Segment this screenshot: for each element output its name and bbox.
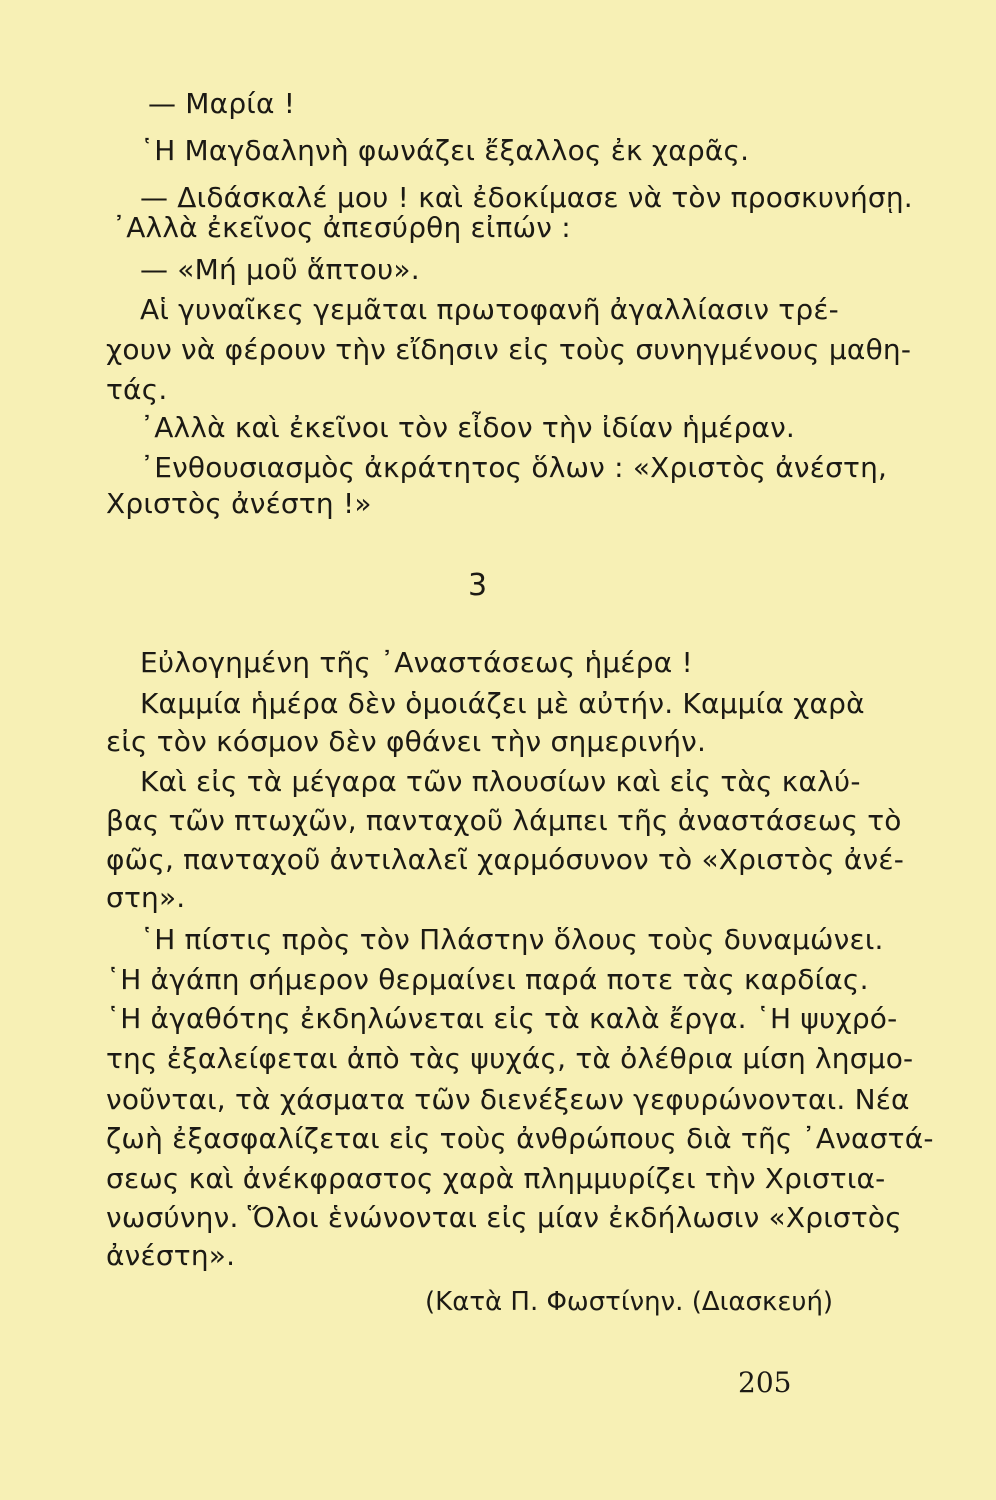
text-line-20: ῾Η ἀγάπη σήμερον θερμαίνει παρά ποτε τὰς καρδίας.: [106, 963, 869, 996]
text-line-13: Καμμία ἡμέρα δὲν ὁμοιάζει μὲ αὐτήν. Καμμία χαρὰ: [140, 687, 865, 720]
section-number: 3: [468, 568, 488, 603]
text-line-10: ᾿Ενθουσιασμὸς ἀκράτητος ὅλων : «Χριστὸς ἀνέστη,: [140, 451, 888, 484]
text-line-6: Αἱ γυναῖκες γεμᾶται πρωτοφανῆ ἀγαλλίασιν τρέ-: [140, 293, 839, 326]
text-line-22: της ἐξαλείφεται ἀπὸ τὰς ψυχάς, τὰ ὀλέθρια μίση λησμο-: [106, 1042, 914, 1075]
text-line-19: ῾Η πίστις πρὸς τὸν Πλάστην ὅλους τοὺς δυναμώνει.: [140, 923, 884, 956]
text-line-18: στη».: [106, 881, 186, 914]
attribution: (Κατὰ Π. Φωστίνην. (Διασκευή): [425, 1287, 834, 1317]
text-line-8: τάς.: [106, 373, 168, 406]
text-line-9: ᾿Αλλὰ καὶ ἐκεῖνοι τὸν εἶδον τὴν ἰδίαν ἡμέραν.: [140, 411, 796, 444]
text-line-2: ῾Η Μαγδαληνὴ φωνάζει ἔξαλλος ἐκ χαρᾶς.: [140, 134, 750, 167]
text-line-24: ζωὴ ἐξασφαλίζεται εἰς τοὺς ἀνθρώπους διὰ τῆς ᾿Αναστά-: [106, 1122, 934, 1155]
text-line-3: — Διδάσκαλέ μου ! καὶ ἐδοκίμασε νὰ τὸν προσκυνήσῃ.: [140, 181, 913, 214]
text-line-5: — «Μή μοῦ ἅπτου».: [140, 253, 420, 286]
text-line-23: νοῦνται, τὰ χάσματα τῶν διενέξεων γεφυρώνονται. Νέα: [106, 1083, 910, 1116]
text-line-21: ῾Η ἀγαθότης ἐκδηλώνεται εἰς τὰ καλὰ ἔργα. ῾Η ψυχρό-: [106, 1002, 898, 1035]
text-line-16: βας τῶν πτωχῶν, πανταχοῦ λάμπει τῆς ἀναστάσεως τὸ: [106, 804, 902, 837]
text-line-4: ᾿Αλλὰ ἐκεῖνος ἀπεσύρθη εἰπών :: [112, 211, 571, 244]
text-line-12: Εὐλογημένη τῆς ᾿Αναστάσεως ἡμέρα !: [140, 646, 693, 679]
text-line-1: — Μαρία !: [148, 87, 296, 120]
text-line-26: νωσύνην. Ὅλοι ἑνώνονται εἰς μίαν ἐκδήλωσιν «Χριστὸς: [106, 1201, 902, 1234]
text-line-14: εἰς τὸν κόσμον δὲν φθάνει τὴν σημερινήν.: [106, 725, 707, 758]
text-line-11: Χριστὸς ἀνέστη !»: [106, 487, 372, 520]
text-line-17: φῶς, πανταχοῦ ἀντιλαλεῖ χαρμόσυνον τὸ «Χριστὸς ἀνέ-: [106, 843, 905, 876]
page-number: 205: [738, 1366, 792, 1399]
text-line-15: Καὶ εἰς τὰ μέγαρα τῶν πλουσίων καὶ εἰς τὰς καλύ-: [140, 765, 861, 798]
text-line-25: σεως καὶ ἀνέκφραστος χαρὰ πλημμυρίζει τὴν Χριστια-: [106, 1162, 886, 1195]
text-line-7: χουν νὰ φέρουν τὴν εἴδησιν εἰς τοὺς συνηγμένους μαθη-: [106, 333, 912, 366]
text-line-27: ἀνέστη».: [106, 1239, 236, 1272]
